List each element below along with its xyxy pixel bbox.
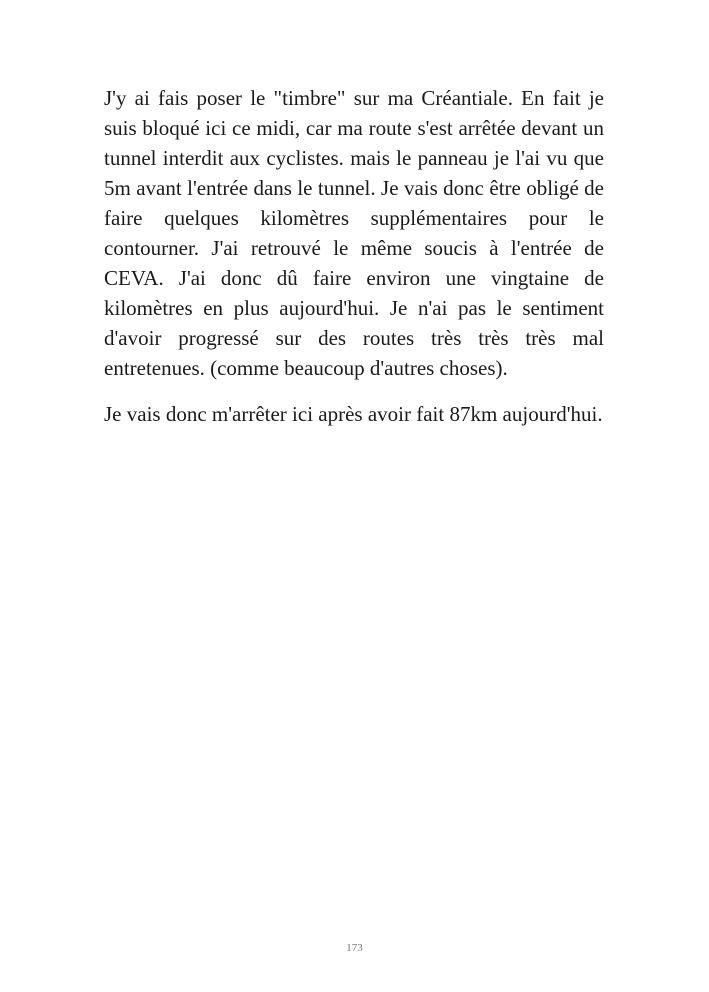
page-number: 173 [346,942,363,954]
paragraph-1: J'y ai fais poser le "timbre" sur ma Créantiale. En fait je suis bloqué ici ce midi, car ma route s'est arrêtée devant un tunnel interdit aux cyclistes. mais le panneau je l'ai vu que 5m avant l'entrée dans le tunnel. Je vais donc être obligé de faire quelques kilomètres supplémentaires pour le contourner. J'ai retrouvé le même soucis à l'entrée de CEVA. J'ai donc dû faire environ une vingtaine de kilomètres en plus aujourd'hui. Je n'ai pas le sentiment d'avoir progressé sur des routes très très très mal entretenues. (comme beaucoup d'autres choses). [104,86,604,380]
body-text [104,83,604,445]
paragraph-2: Je vais donc m'arrêter ici après avoir fait 87km aujourd'hui. [104,402,603,426]
